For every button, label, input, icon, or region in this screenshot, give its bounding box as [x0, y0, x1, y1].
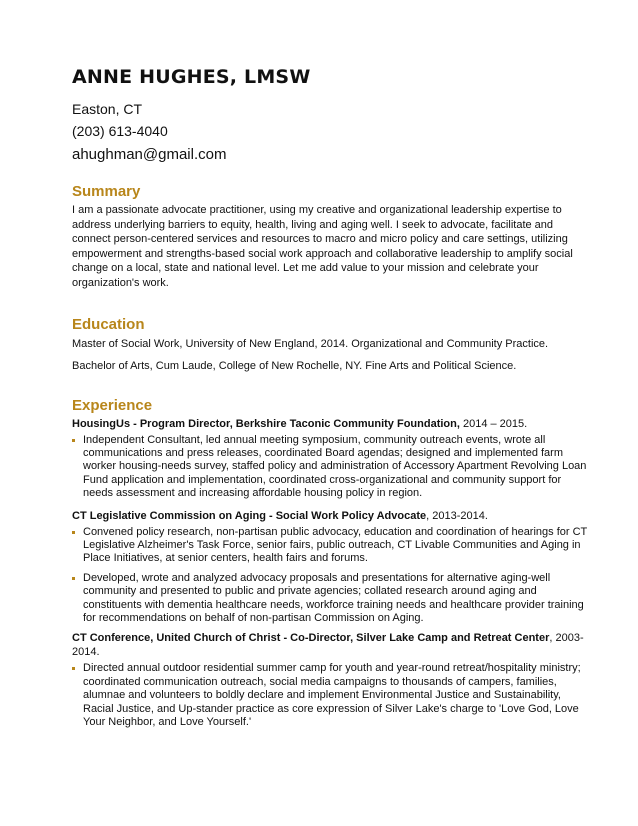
job-heading-ct-conference	[72, 631, 590, 659]
job-dates: , 2003-2014.	[72, 632, 584, 659]
phone-text: (203) 613-4040	[72, 123, 168, 139]
square-bullet-icon	[72, 577, 75, 580]
square-bullet-icon	[72, 439, 75, 442]
square-bullet-icon	[72, 531, 75, 534]
job-dates: 2014 – 2015.	[459, 417, 528, 430]
job-bullets-ct-legislative	[72, 526, 590, 626]
list-item: Directed annual outdoor residential summer camp for youth and year-round retreat/hospitality ministry; coordinated communication outreach, social media campaigns to thousands of campers, families, alumnae and volunteers to boldly declare and implement Environmental Justice and Sustainability, Racial Justice, and Up-stander practice as core expression of Silver Lake's charge to 'Love God, Love Your Neighbor, and Love Yourself.'	[72, 662, 590, 729]
education-heading: Education	[72, 315, 145, 333]
job-dates: , 2013-2014.	[426, 509, 488, 522]
candidate-name: ANNE HUGHES, LMSW	[72, 66, 311, 88]
list-item: Independent Consultant, led annual meeting symposium, community outreach events, wrote all communications and press releases, coordinated Board agendas; designed and implemented farm worker housing-needs survey, staffed policy and administration of Accessory Apartment Revolving Loan Fund application and implementation, coordinated cross-organizational and community support for needs assessment and increasing affordable housing policy in region.	[72, 434, 590, 501]
job-heading-housingus	[72, 417, 590, 431]
job-title: HousingUs - Program Director, Berkshire Taconic Community Foundation,	[72, 417, 460, 430]
experience-heading: Experience	[72, 396, 153, 414]
summary-text: I am a passionate advocate practitioner, using my creative and organizational leadership expertise to address underlying barriers to equity, health, living and aging well. I seek to advocate, facilitate and connect person-centered services and resources to macro and micro policy and care settings, utilizing empowerment and strengths-based social work approach and collaborative leadership to amplify social change on a local, state and national level. Let me add value to your mission and celebrate your organization's work.	[72, 204, 573, 289]
job-heading-ct-legislative	[72, 509, 590, 523]
job-title: CT Legislative Commission on Aging - Social Work Policy Advocate	[72, 509, 427, 522]
city-text: Easton, CT	[72, 101, 143, 117]
list-item: Developed, wrote and analyzed advocacy proposals and presentations for alternative aging-well community and presented to public and private agencies; collated research around aging and constituents with dementia healthcare needs, workforce training needs and healthcare provider training for recommendations on behalf of non-partisan Commission on Aging.	[72, 572, 590, 626]
square-bullet-icon	[72, 667, 75, 670]
list-item: Convened policy research, non-partisan public advocacy, education and coordination of hearings for CT Legislative Alzheimer's Task Force, senior fairs, public outreach, CT Livable Communities and Aging in Place Initiatives, at senior centers, health fairs and forums.	[72, 526, 590, 566]
job-title: CT Conference, United Church of Christ - Co-Director, Silver Lake Camp and Retreat Center	[72, 632, 550, 645]
education-entry-msw: Master of Social Work, University of New England, 2014. Organizational and Community Practice.	[72, 337, 549, 350]
summary-heading: Summary	[72, 183, 141, 200]
email-text: ahughman@gmail.com	[72, 146, 227, 163]
education-entry-ba: Bachelor of Arts, Cum Laude, College of New Rochelle, NY. Fine Arts and Political Science.	[72, 359, 517, 372]
job-bullets-ct-conference	[72, 662, 590, 729]
job-bullets-housingus	[72, 434, 590, 501]
